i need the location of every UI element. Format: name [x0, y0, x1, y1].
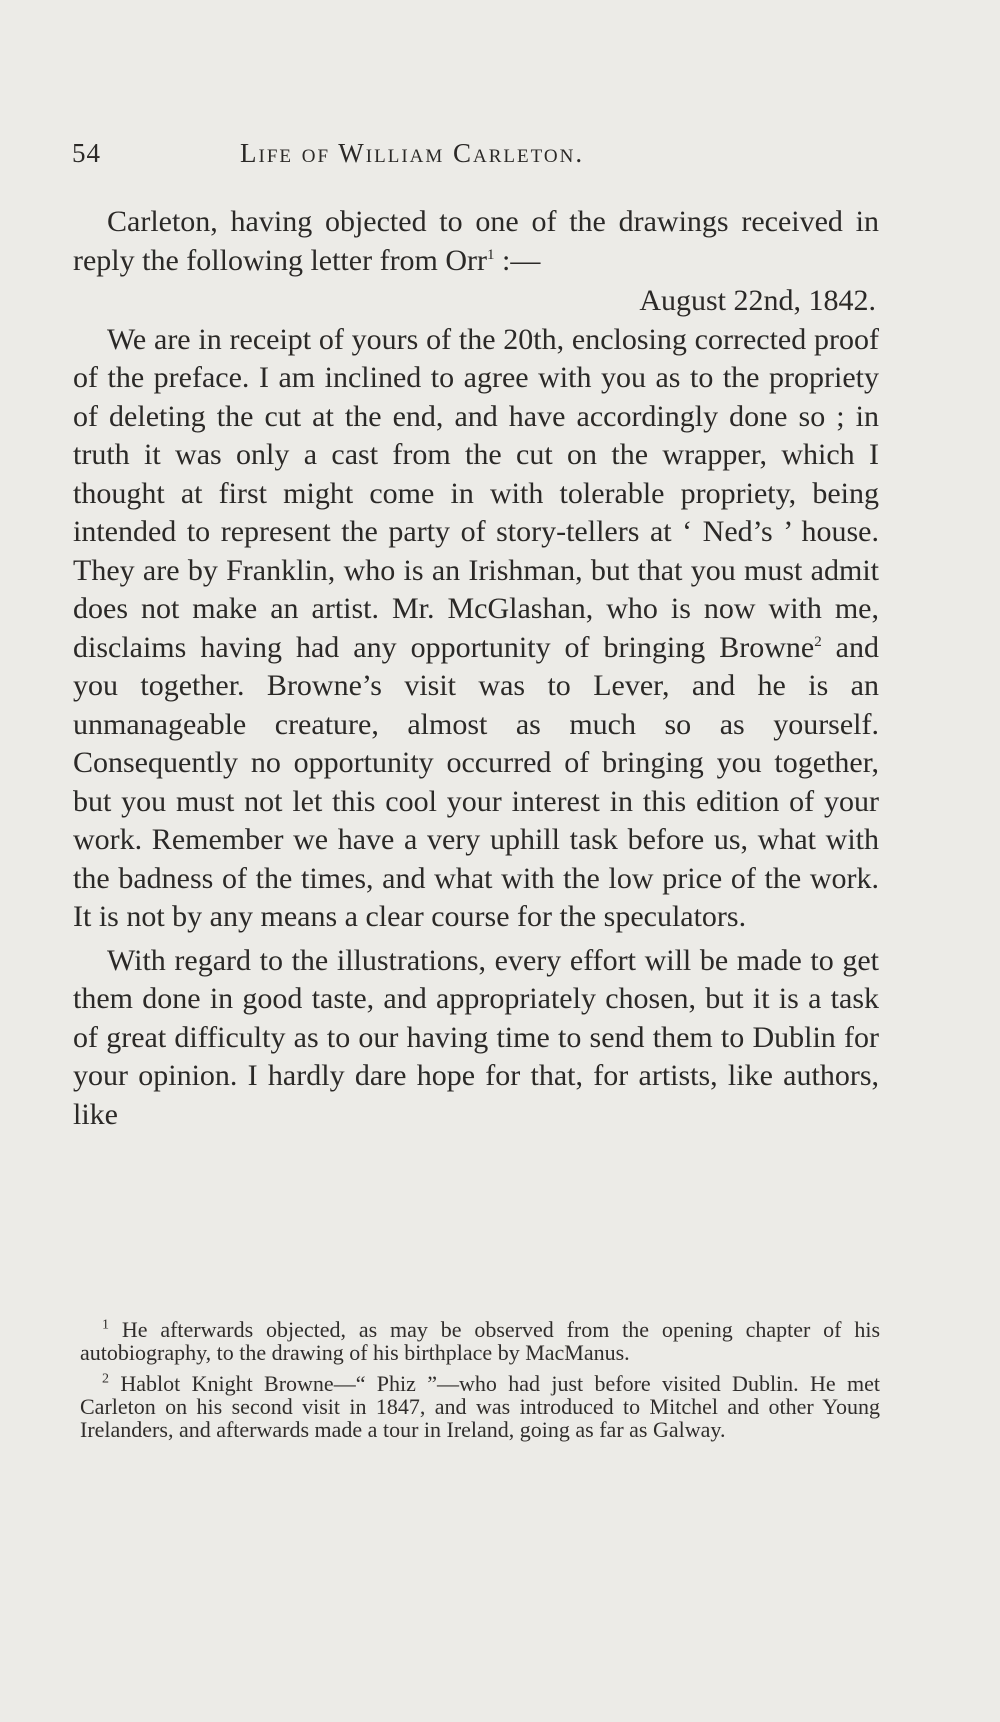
main-text — [73, 203, 879, 1134]
footnote-text-2: Hablot Knight Browne—“ Phiz ”—who had just before visited Dublin. He met Carleton on his second visit in 1847, and was introduced to Mitchel and other Young Irelanders, and afterwards made a tour in Ireland, going as far as Galway. — [80, 1371, 881, 1442]
running-header — [72, 138, 712, 178]
footnote-marker-2: 2 — [102, 1371, 109, 1387]
letter-date: August 22nd, 1842. — [639, 284, 876, 317]
illustrations-paragraph: With regard to the illustrations, every effort will be made to get them done in good taste, and appropriately chosen, but it is a task of great difficulty as to our having time to send them to Dublin for your opinion. I hardly dare hope for that, for artists, like authors, like — [73, 943, 879, 1131]
footnotes-section — [80, 1318, 880, 1449]
footnote-reference-2: 2 — [814, 633, 822, 650]
letter-paragraph-text: We are in receipt of yours of the 20th, enclosing corrected proof of the preface. I am inclined to agree with you as to the propriety of deleting the cut at the end, and have accordingly done so ; in truth it was only a cast from the cut on the wrapper, which I thought at first might come in with tolerable propriety, being intended to represent the party of story-tellers at ‘ Ned’s ’ house. They are by Franklin, who is an Irishman, but that you must admit does not make an artist. Mr. McGlashan, who is now with me, disclaims having had any opportunity of bringing Browne — [73, 322, 879, 664]
opening-paragraph — [73, 203, 879, 280]
letter-paragraph — [73, 321, 879, 937]
footnote-text-1: He afterwards objected, as may be observed from the opening chapter of his autobiography, to the drawing of his birthplace by MacManus. — [80, 1317, 881, 1365]
opening-paragraph-text: Carleton, having objected to one of the drawings received in reply the following letter from Orr — [73, 205, 879, 277]
page-number: 54 — [72, 138, 101, 168]
letter-paragraph-continuation: and you together. Browne’s visit was to Lever, and he is an unmanageable creature, almost as much so as yourself. Consequently no opportunity occurred of bringing you together, but you must not let this cool your interest in this edition of your work. Remember we have a very uphill task before us, what with the badness of the times, and what with the low price of the work. It is not by any means a clear course for the speculators. — [73, 630, 879, 933]
footnote-marker-1: 1 — [102, 1317, 109, 1333]
running-title: Life of William Carleton. — [240, 138, 585, 168]
footnote-2 — [80, 1372, 880, 1441]
footnote-1 — [80, 1318, 880, 1364]
opening-paragraph-ending: :— — [494, 243, 541, 277]
footnote-reference-1: 1 — [487, 246, 495, 263]
